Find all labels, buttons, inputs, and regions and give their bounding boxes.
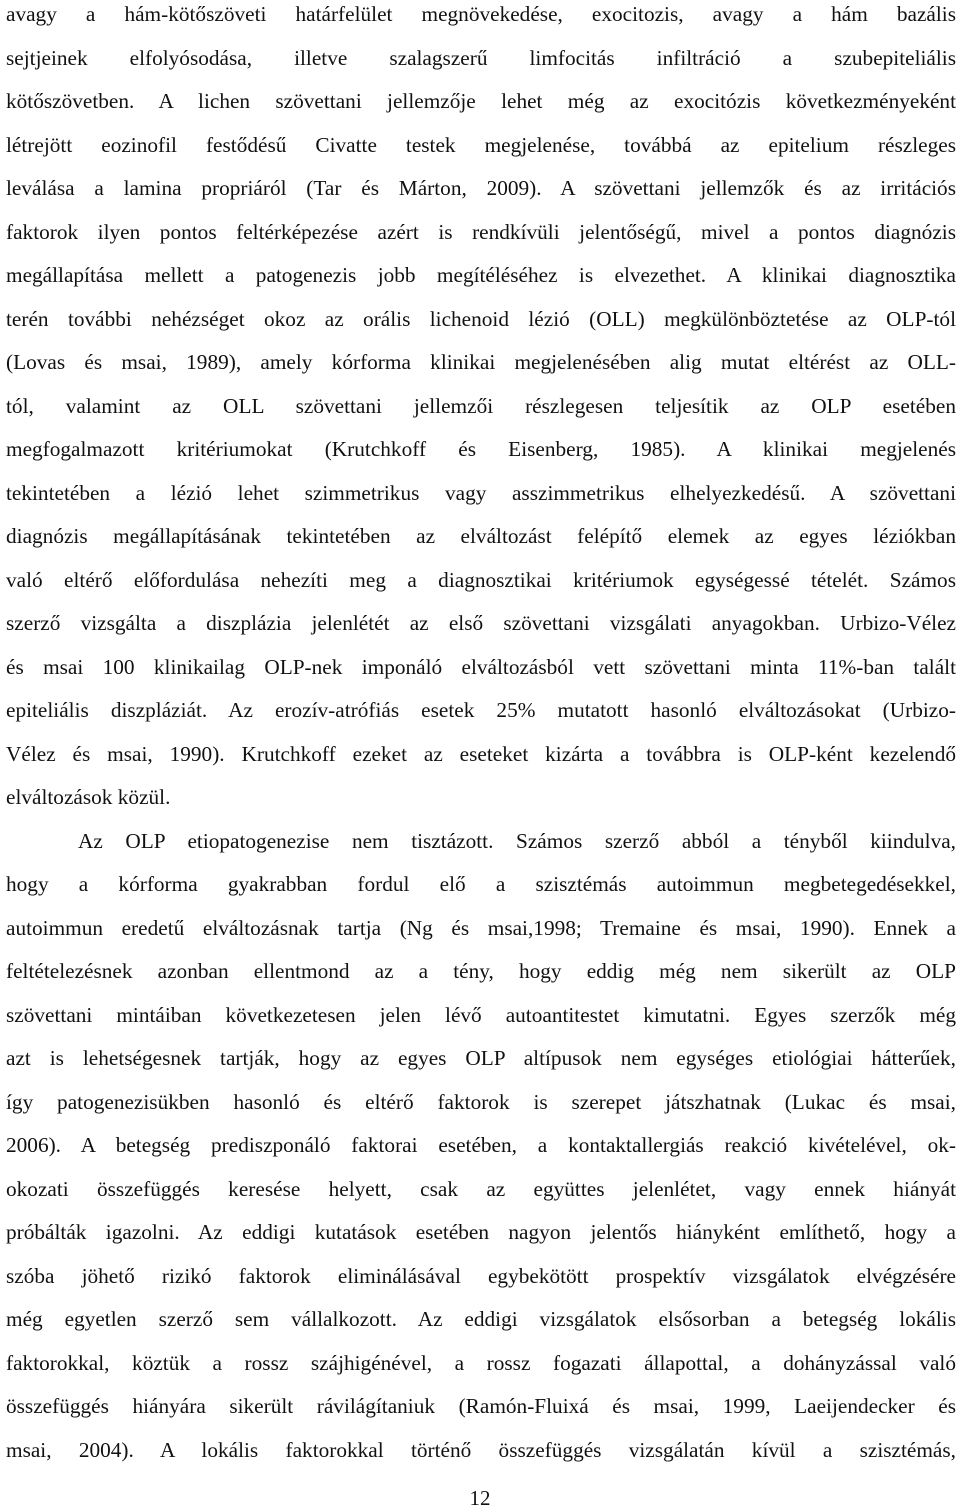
text-line: terén további nehézséget okoz az orális lichenoid lézió (OLL) megkülönböztetése az OLP-tól	[6, 306, 956, 331]
text-line: hogy a kórforma gyakrabban fordul elő a szisztémás autoimmun megbetegedésekkel,	[6, 872, 956, 896]
text-line: és msai 100 klinikailag OLP-nek imponáló elváltozásból vett szövettani minta 11%-ban talált	[6, 654, 956, 679]
text-line: létrejött eozinofil festődésű Civatte testek megjelenése, továbbá az epitelium részleges	[6, 132, 956, 157]
text-line: szóba jöhető rizikó faktorok eliminálásával egybekötött prospektív vizsgálatok elvégzésére	[6, 1263, 956, 1288]
text-line: 2006). A betegség prediszponáló faktorai esetében, a kontaktallergiás reakció kivételével, ok-	[6, 1133, 956, 1157]
text-line: diagnózis megállapításának tekintetében az elváltozást felépítő elemek az egyes léziókban	[6, 524, 956, 548]
text-line: leválása a lamina propriáról (Tar és Márton, 2009). A szövettani jellemzők és az irritációs	[6, 176, 956, 200]
text-line: faktorokkal, köztük a rossz szájhigénével, a rossz fogazati állapottal, a dohányzással való	[6, 1350, 956, 1375]
text-line: szövettani mintáiban következetesen jelen lévő autoantitestet kimutatni. Egyes szerzők még	[6, 1002, 956, 1027]
text-line: msai, 2004). A lokális faktorokkal történő összefüggés vizsgálatán kívül a szisztémás,	[6, 1437, 956, 1462]
text-line: Az OLP etiopatogenezise nem tisztázott. Számos szerző abból a tényből kiindulva,	[78, 828, 956, 853]
text-line: tól, valamint az OLL szövettani jellemzői részlegesen teljesítik az OLP esetében	[6, 393, 956, 418]
body-paragraph-1	[6, 0, 956, 820]
text-line: autoimmun eredetű elváltozásnak tartja (Ng és msai,1998; Tremaine és msai, 1990). Ennek a	[6, 915, 956, 940]
document-page	[6, 0, 956, 1472]
text-line: (Lovas és msai, 1989), amely kórforma klinikai megjelenésében alig mutat eltérést az OLL-	[6, 350, 956, 374]
text-line: megfogalmazott kritériumokat (Krutchkoff és Eisenberg, 1985). A klinikai megjelenés	[6, 437, 956, 461]
text-line: azt is lehetségesnek tartják, hogy az egyes OLP altípusok nem egységes etiológiai hátterűek,	[6, 1046, 956, 1070]
text-line: való eltérő előfordulása nehezíti meg a diagnosztikai kritériumok egységessé tételét. Számos	[6, 567, 956, 592]
page-number: 12	[469, 1486, 491, 1510]
text-line: epiteliális diszpláziát. Az erozív-atrófiás esetek 25% mutatott hasonló elváltozásokat (Urbizo-	[6, 698, 956, 722]
text-line: sejtjeinek elfolyósodása, illetve szalagszerű limfocitás infiltráció a szubepiteliális	[6, 45, 956, 70]
text-line: feltételezésnek azonban ellentmond az a tény, hogy eddig még nem sikerült az OLP	[6, 959, 956, 983]
text-line: szerző vizsgálta a diszplázia jelenlétét az első szövettani vizsgálati anyagokban. Urbizo-Vélez	[6, 611, 956, 635]
text-line: avagy a hám-kötőszöveti határfelület megnövekedése, exocitozis, avagy a hám bazális	[6, 2, 956, 26]
body-paragraph-2	[6, 820, 956, 1473]
text-line: elváltozások közül.	[6, 785, 171, 809]
text-line: összefüggés hiányára sikerült rávilágítaniuk (Ramón-Fluixá és msai, 1999, Laeijendecker és	[6, 1394, 956, 1418]
text-line: még egyetlen szerző sem vállalkozott. Az eddigi vizsgálatok elsősorban a betegség lokális	[6, 1307, 956, 1331]
text-line: okozati összefüggés keresése helyett, csak az együttes jelenlétet, vagy ennek hiányát	[6, 1176, 956, 1201]
text-line: így patogenezisükben hasonló és eltérő faktorok is szerepet játszhatnak (Lukac és msai,	[6, 1089, 956, 1114]
text-line: faktorok ilyen pontos feltérképezése azért is rendkívüli jelentőségű, mivel a pontos diagnózis	[6, 219, 956, 244]
text-line: kötőszövetben. A lichen szövettani jellemzője lehet még az exocitózis következményeként	[6, 89, 956, 113]
text-line: Vélez és msai, 1990). Krutchkoff ezeket az eseteket kizárta a továbbra is OLP-ként kezelendő	[6, 741, 956, 766]
text-line: próbálták igazolni. Az eddigi kutatások esetében nagyon jelentős hiányként említhető, hogy a	[6, 1220, 956, 1244]
text-line: megállapítása mellett a patogenezis jobb megítéléséhez is elvezethet. A klinikai diagnosztika	[6, 263, 956, 287]
text-line: tekintetében a lézió lehet szimmetrikus vagy asszimmetrikus elhelyezkedésű. A szövettani	[6, 480, 956, 505]
